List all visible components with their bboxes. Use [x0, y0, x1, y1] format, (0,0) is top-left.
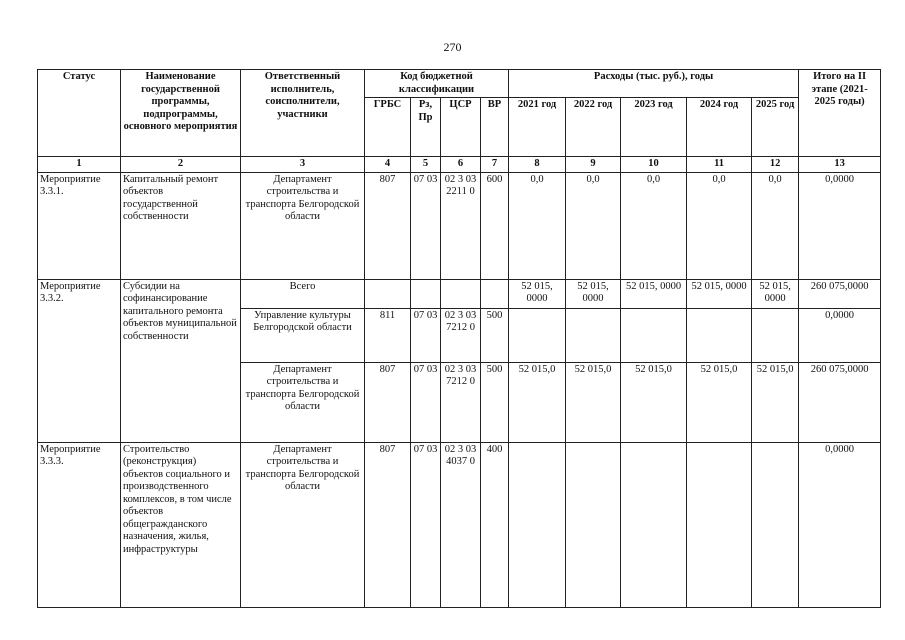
grbs-cell: 807	[365, 362, 411, 442]
value-2022-cell	[566, 442, 621, 607]
value-2021-cell: 52 015, 0000	[509, 279, 566, 308]
grbs-cell: 807	[365, 442, 411, 607]
name-cell: Строительство (реконструкция) объектов социального и производственного комплексов, в том числе объектов общегражданского назначения, жилья, инфраструктуры	[121, 442, 241, 607]
header-total: Итого на II этапе (2021-2025 годы)	[799, 70, 881, 157]
value-2022-cell: 52 015, 0000	[566, 279, 621, 308]
header-2024: 2024 год	[687, 98, 752, 157]
col-number: 10	[621, 157, 687, 173]
vr-cell	[481, 279, 509, 308]
header-grbs: ГРБС	[365, 98, 411, 157]
value-2022-cell	[566, 308, 621, 362]
value-2021-cell	[509, 442, 566, 607]
value-2023-cell	[621, 308, 687, 362]
header-2021: 2021 год	[509, 98, 566, 157]
grbs-cell: 811	[365, 308, 411, 362]
executor-cell: Департамент строительства и транспорта Белгородской области	[241, 172, 365, 279]
rz-cell: 07 03	[411, 442, 441, 607]
total-cell: 260 075,0000	[799, 362, 881, 442]
name-cell: Капитальный ремонт объектов государственной собственности	[121, 172, 241, 279]
header-name: Наименование государственной программы, подпрограммы, основного мероприятия	[121, 70, 241, 157]
value-2025-cell	[752, 308, 799, 362]
total-cell: 0,0000	[799, 172, 881, 279]
header-2022: 2022 год	[566, 98, 621, 157]
col-number: 3	[241, 157, 365, 173]
csr-cell: 02 3 03 4037 0	[441, 442, 481, 607]
status-cell: Мероприятие 3.3.1.	[38, 172, 121, 279]
value-2024-cell: 52 015,0	[687, 362, 752, 442]
header-executor: Ответственный исполнитель, соисполнители, участники	[241, 70, 365, 157]
col-number: 8	[509, 157, 566, 173]
table-row-m331	[38, 172, 881, 279]
value-2021-cell: 52 015,0	[509, 362, 566, 442]
status-cell: Мероприятие 3.3.3.	[38, 442, 121, 607]
vr-cell: 600	[481, 172, 509, 279]
csr-cell: 02 3 03 7212 0	[441, 362, 481, 442]
header-2023: 2023 год	[621, 98, 687, 157]
col-number: 12	[752, 157, 799, 173]
value-2021-cell	[509, 308, 566, 362]
value-2025-cell: 52 015, 0000	[752, 279, 799, 308]
value-2024-cell	[687, 308, 752, 362]
header-csr: ЦСР	[441, 98, 481, 157]
rz-cell	[411, 279, 441, 308]
value-2025-cell: 52 015,0	[752, 362, 799, 442]
col-number: 1	[38, 157, 121, 173]
status-cell: Мероприятие 3.3.2.	[38, 279, 121, 442]
name-cell: Субсидии на софинансирование капитального ремонта объектов муниципальной собственности	[121, 279, 241, 442]
value-2024-cell: 0,0	[687, 172, 752, 279]
value-2022-cell: 0,0	[566, 172, 621, 279]
executor-cell: Всего	[241, 279, 365, 308]
header-budget-code: Код бюджетной классификации	[365, 70, 509, 98]
total-cell: 0,0000	[799, 308, 881, 362]
budget-table	[37, 69, 881, 608]
vr-cell: 500	[481, 308, 509, 362]
grbs-cell: 807	[365, 172, 411, 279]
value-2024-cell: 52 015, 0000	[687, 279, 752, 308]
col-number: 13	[799, 157, 881, 173]
executor-cell: Департамент строительства и транспорта Белгородской области	[241, 442, 365, 607]
col-number: 2	[121, 157, 241, 173]
vr-cell: 500	[481, 362, 509, 442]
header-status: Статус	[38, 70, 121, 157]
header-expenses: Расходы (тыс. руб.), годы	[509, 70, 799, 98]
page-number: 270	[443, 40, 462, 54]
executor-cell: Департамент строительства и транспорта Белгородской области	[241, 362, 365, 442]
header-row-1	[38, 70, 881, 98]
value-2023-cell: 0,0	[621, 172, 687, 279]
value-2023-cell: 52 015,0	[621, 362, 687, 442]
csr-cell: 02 3 03 7212 0	[441, 308, 481, 362]
col-number: 5	[411, 157, 441, 173]
csr-cell: 02 3 03 2211 0	[441, 172, 481, 279]
rz-cell: 07 03	[411, 172, 441, 279]
col-number: 4	[365, 157, 411, 173]
table-row-m332-total	[38, 279, 881, 308]
value-2025-cell: 0,0	[752, 172, 799, 279]
value-2023-cell: 52 015, 0000	[621, 279, 687, 308]
table-row-m333	[38, 442, 881, 607]
value-2021-cell: 0,0	[509, 172, 566, 279]
value-2023-cell	[621, 442, 687, 607]
total-cell: 260 075,0000	[799, 279, 881, 308]
total-cell: 0,0000	[799, 442, 881, 607]
col-number: 9	[566, 157, 621, 173]
value-2024-cell	[687, 442, 752, 607]
vr-cell: 400	[481, 442, 509, 607]
value-2022-cell: 52 015,0	[566, 362, 621, 442]
col-number: 7	[481, 157, 509, 173]
col-number: 6	[441, 157, 481, 173]
header-rz: Рз, Пр	[411, 98, 441, 157]
header-vr: ВР	[481, 98, 509, 157]
csr-cell	[441, 279, 481, 308]
header-2025: 2025 год	[752, 98, 799, 157]
rz-cell: 07 03	[411, 308, 441, 362]
rz-cell: 07 03	[411, 362, 441, 442]
grbs-cell	[365, 279, 411, 308]
value-2025-cell	[752, 442, 799, 607]
executor-cell: Управление культуры Белгородской области	[241, 308, 365, 362]
column-numbers-row	[38, 157, 881, 173]
col-number: 11	[687, 157, 752, 173]
